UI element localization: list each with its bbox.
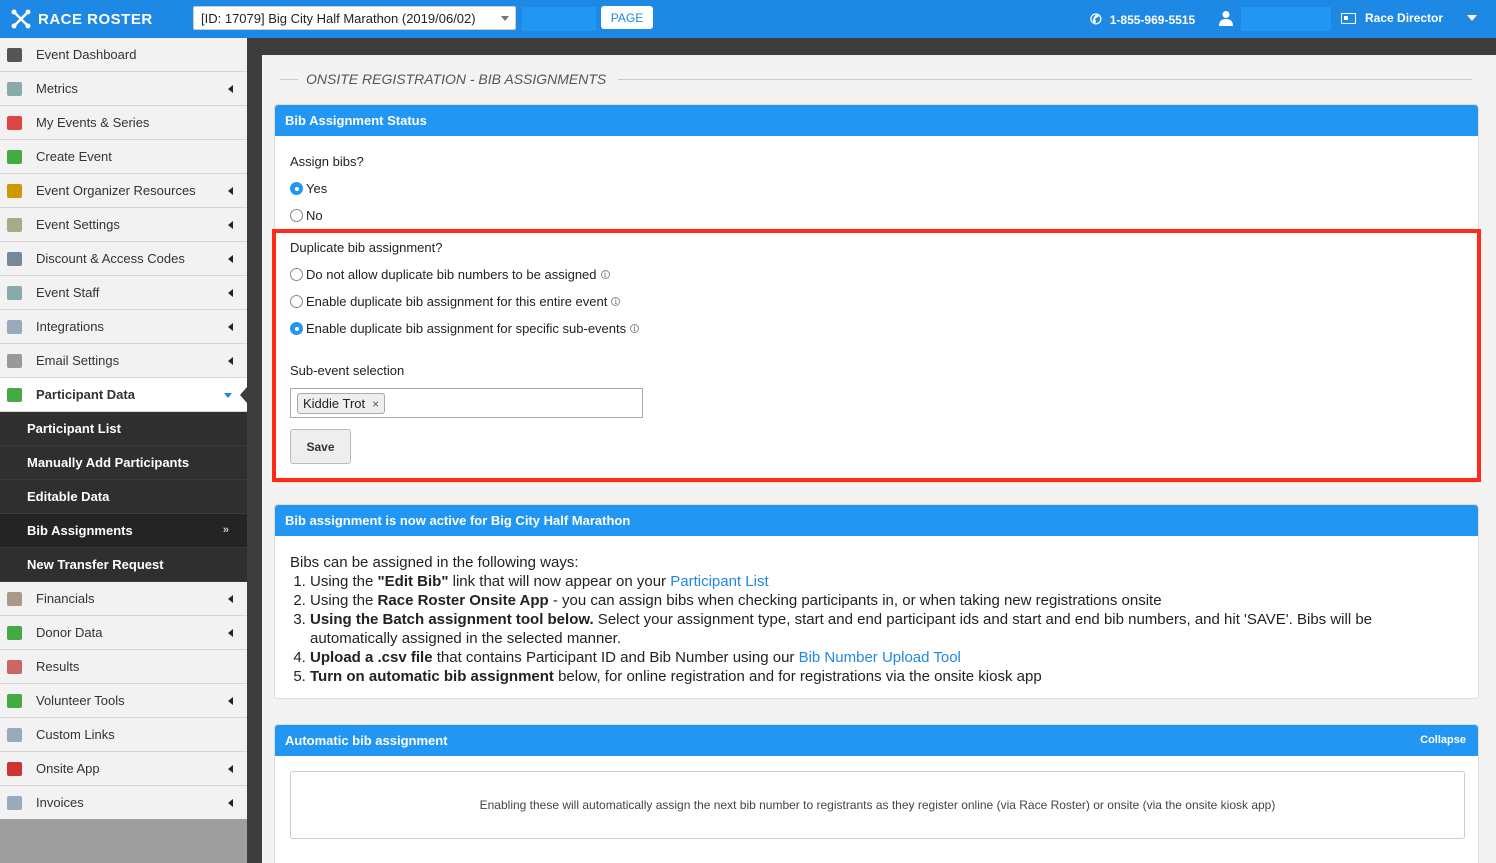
sidebar-item-integrations[interactable] [0, 310, 247, 344]
results-icon [7, 660, 22, 674]
sidebar-item-financials[interactable] [0, 582, 247, 616]
user-icon [1219, 10, 1233, 26]
current-indicator-icon: » [222, 524, 229, 536]
tag-label: Kiddie Trot [303, 396, 366, 411]
method-emphasis: Turn on automatic bib assignment [310, 668, 554, 685]
sidebar-item-label: Event Staff [36, 285, 100, 300]
chevron-left-icon [228, 323, 233, 331]
radio-label: Yes [306, 181, 328, 196]
panel-title: Automatic bib assignment [285, 733, 448, 748]
sidebar-item-my-events-and-series[interactable] [0, 106, 247, 140]
sidebar-item-label: Event Organizer Resources [36, 183, 196, 198]
page-button[interactable]: PAGE [601, 6, 653, 29]
method-link[interactable]: Bib Number Upload Tool [798, 649, 961, 666]
sidebar-item-volunteer-tools[interactable] [0, 684, 247, 718]
metrics-icon [7, 82, 22, 96]
info-icon[interactable]: i [601, 270, 610, 279]
method-item [310, 591, 1410, 610]
radio-label: Enable duplicate bib assignment for this entire event [306, 294, 608, 309]
panel-header [275, 725, 1478, 756]
sidebar-subitem-label: Bib Assignments [27, 523, 133, 538]
method-text: Using the [310, 592, 378, 609]
radio-label: Enable duplicate bib assignment for specific sub-events [306, 321, 627, 336]
sidebar-item-label: Discount & Access Codes [36, 251, 185, 266]
sidebar-item-label: Financials [36, 591, 95, 606]
sidebar-subitem-label: Manually Add Participants [27, 455, 190, 470]
chevron-left-icon [228, 289, 233, 297]
chevron-left-icon [228, 85, 233, 93]
duplicate-label: Duplicate bib assignment? [290, 240, 443, 255]
radio-label: Do not allow duplicate bib numbers to be assigned [306, 267, 597, 282]
sidebar-item-event-settings[interactable] [0, 208, 247, 242]
remove-tag-icon[interactable]: × [372, 396, 380, 411]
save-button[interactable]: Save [290, 429, 351, 464]
role-menu[interactable] [1341, 11, 1443, 25]
method-item [310, 667, 1410, 686]
panel-header [275, 105, 1478, 136]
discount-icon [7, 252, 22, 266]
method-text: Select your assignment type, start and end participant ids and start and end bib numbers, and hit 'SAVE'. Bibs will be automatically assigned in the selected manner. [310, 611, 1373, 647]
method-emphasis: Race Roster Onsite App [377, 592, 549, 609]
chevron-left-icon [228, 629, 233, 637]
sidebar-item-custom-links[interactable] [0, 718, 247, 752]
volunteer-icon [7, 694, 22, 708]
sidebar-subitem-label: New Transfer Request [27, 557, 164, 572]
staff-icon [7, 286, 22, 300]
phone-number: 1-855-969-5515 [1109, 12, 1196, 27]
participant-data-icon [7, 388, 22, 402]
title-divider [618, 79, 1472, 80]
sidebar-item-label: Metrics [36, 81, 78, 96]
sidebar-item-label: Donor Data [36, 625, 103, 640]
page-title-bar [280, 71, 1472, 87]
sidebar-item-label: Onsite App [36, 761, 100, 776]
sidebar-item-label: Email Settings [36, 353, 120, 368]
sidebar-item-create-event[interactable] [0, 140, 247, 174]
chevron-left-icon [228, 221, 233, 229]
support-phone[interactable] [1090, 11, 1195, 28]
invoices-icon [7, 796, 22, 810]
main-content [262, 55, 1496, 863]
assign-bibs-label: Assign bibs? [290, 154, 364, 169]
role-chevron-down-icon[interactable] [1467, 15, 1477, 21]
sidebar-subitem-editable-data[interactable] [0, 480, 247, 514]
sidebar-item-donor-data[interactable] [0, 616, 247, 650]
automatic-description: Enabling these will automatically assign the next bib number to registrants as they register online (via Race Roster) or onsite (via the onsite kiosk app) [479, 798, 1276, 812]
sidebar-subitem-label: Editable Data [27, 489, 110, 504]
event-select-value: [ID: 17079] Big City Half Marathon (2019/06/02) [201, 10, 476, 26]
panel-header [275, 505, 1478, 536]
links-icon [7, 728, 22, 742]
sidebar-item-discount-and-access-codes[interactable] [0, 242, 247, 276]
events-icon [7, 116, 22, 130]
user-name-redacted[interactable] [1241, 7, 1331, 31]
sidebar-item-label: Event Dashboard [36, 47, 137, 62]
method-emphasis: Using the Batch assignment tool below. [310, 611, 594, 628]
sidebar-item-label: Integrations [36, 319, 104, 334]
donor-icon [7, 626, 22, 640]
sidebar-subitem-new-transfer-request[interactable] [0, 548, 247, 582]
bib-assignment-active-panel [274, 504, 1479, 699]
top-bar [0, 0, 1496, 38]
dashboard-icon [7, 48, 22, 62]
logo-icon [10, 8, 32, 30]
sidebar-item-email-settings[interactable] [0, 344, 247, 378]
race-roster-logo[interactable] [0, 8, 190, 30]
chevron-left-icon [228, 255, 233, 263]
assign-yes-option[interactable] [290, 181, 327, 196]
sidebar-item-label: Create Event [36, 149, 112, 164]
chevron-left-icon [228, 357, 233, 365]
sidebar-subitem-manually-add-participants[interactable] [0, 446, 247, 480]
assign-no-option[interactable] [290, 208, 323, 223]
sidebar-item-label: Event Settings [36, 217, 120, 232]
methods-list [290, 572, 1410, 686]
sidebar-item-label: Custom Links [36, 727, 115, 742]
info-icon[interactable]: i [611, 297, 620, 306]
radio-label: No [306, 208, 323, 223]
sidebar [0, 38, 247, 863]
resources-icon [7, 184, 22, 198]
sidebar-subitem-participant-list[interactable] [0, 412, 247, 446]
role-label: Race Director [1365, 11, 1444, 25]
automatic-description-box [290, 771, 1465, 839]
chevron-left-icon [228, 187, 233, 195]
brand-name: RACE ROSTER [38, 10, 153, 28]
page-title: ONSITE REGISTRATION - BIB ASSIGNMENTS [306, 71, 607, 87]
chevron-down-icon [501, 16, 509, 21]
methods-intro: Bibs can be assigned in the following ways: [290, 554, 579, 571]
method-text: that contains Participant ID and Bib Number using our [432, 649, 799, 666]
method-emphasis: Upload a .csv file [310, 649, 433, 666]
radio-yes[interactable] [290, 182, 303, 195]
method-text: Using the [310, 573, 378, 590]
sidebar-item-onsite-app[interactable] [0, 752, 247, 786]
chevron-left-icon [228, 799, 233, 807]
financials-icon [7, 592, 22, 606]
sidebar-subitem-bib-assignments[interactable] [0, 514, 247, 548]
create-icon [7, 150, 22, 164]
id-card-icon [1341, 13, 1356, 24]
chevron-left-icon [228, 697, 233, 705]
sidebar-item-participant-data[interactable] [0, 378, 247, 412]
chevron-down-icon [224, 393, 232, 398]
radio-no[interactable] [290, 209, 303, 222]
redacted-block [522, 7, 596, 31]
sidebar-item-label: My Events & Series [36, 115, 150, 130]
event-select[interactable] [193, 6, 516, 30]
method-item [310, 648, 1410, 667]
method-item [310, 572, 1410, 591]
panel-title: Bib Assignment Status [285, 113, 427, 128]
chevron-left-icon [228, 765, 233, 773]
sidebar-item-label: Results [36, 659, 80, 674]
active-notch [240, 387, 247, 403]
title-divider [280, 79, 298, 80]
collapse-link[interactable]: Collapse [1420, 734, 1466, 746]
sidebar-item-label: Volunteer Tools [36, 693, 125, 708]
sub-event-selection-label: Sub-event selection [290, 363, 405, 378]
method-link[interactable]: Participant List [670, 573, 769, 590]
info-icon[interactable]: i [630, 324, 639, 333]
email-icon [7, 354, 22, 368]
highlight-box [272, 229, 1481, 482]
sidebar-item-metrics[interactable] [0, 72, 247, 106]
chevron-left-icon [228, 595, 233, 603]
automatic-bib-assignment-panel [274, 724, 1479, 863]
sidebar-item-event-staff[interactable] [0, 276, 247, 310]
method-emphasis: "Edit Bib" [377, 573, 449, 590]
method-text: - you can assign bibs when checking participants in, or when taking new registrations onsite [548, 592, 1162, 609]
method-text: link that will now appear on your [448, 573, 671, 590]
phone-icon: ✆ [1090, 11, 1102, 27]
method-text: below, for online registration and for registrations via the onsite kiosk app [553, 668, 1042, 685]
sidebar-footer [0, 819, 247, 863]
settings-icon [7, 218, 22, 232]
sidebar-item-event-organizer-resources[interactable] [0, 174, 247, 208]
sidebar-item-results[interactable] [0, 650, 247, 684]
panel-title: Bib assignment is now active for Big City Half Marathon [285, 513, 631, 528]
sidebar-item-invoices[interactable] [0, 786, 247, 820]
method-item [310, 610, 1410, 648]
sidebar-subitem-label: Participant List [27, 421, 121, 436]
assignment-methods [290, 553, 1410, 686]
integrations-icon [7, 320, 22, 334]
sidebar-item-event-dashboard[interactable] [0, 38, 247, 72]
megaphone-icon [7, 762, 22, 776]
sidebar-item-label: Invoices [36, 795, 84, 810]
sidebar-item-label: Participant Data [36, 387, 135, 402]
